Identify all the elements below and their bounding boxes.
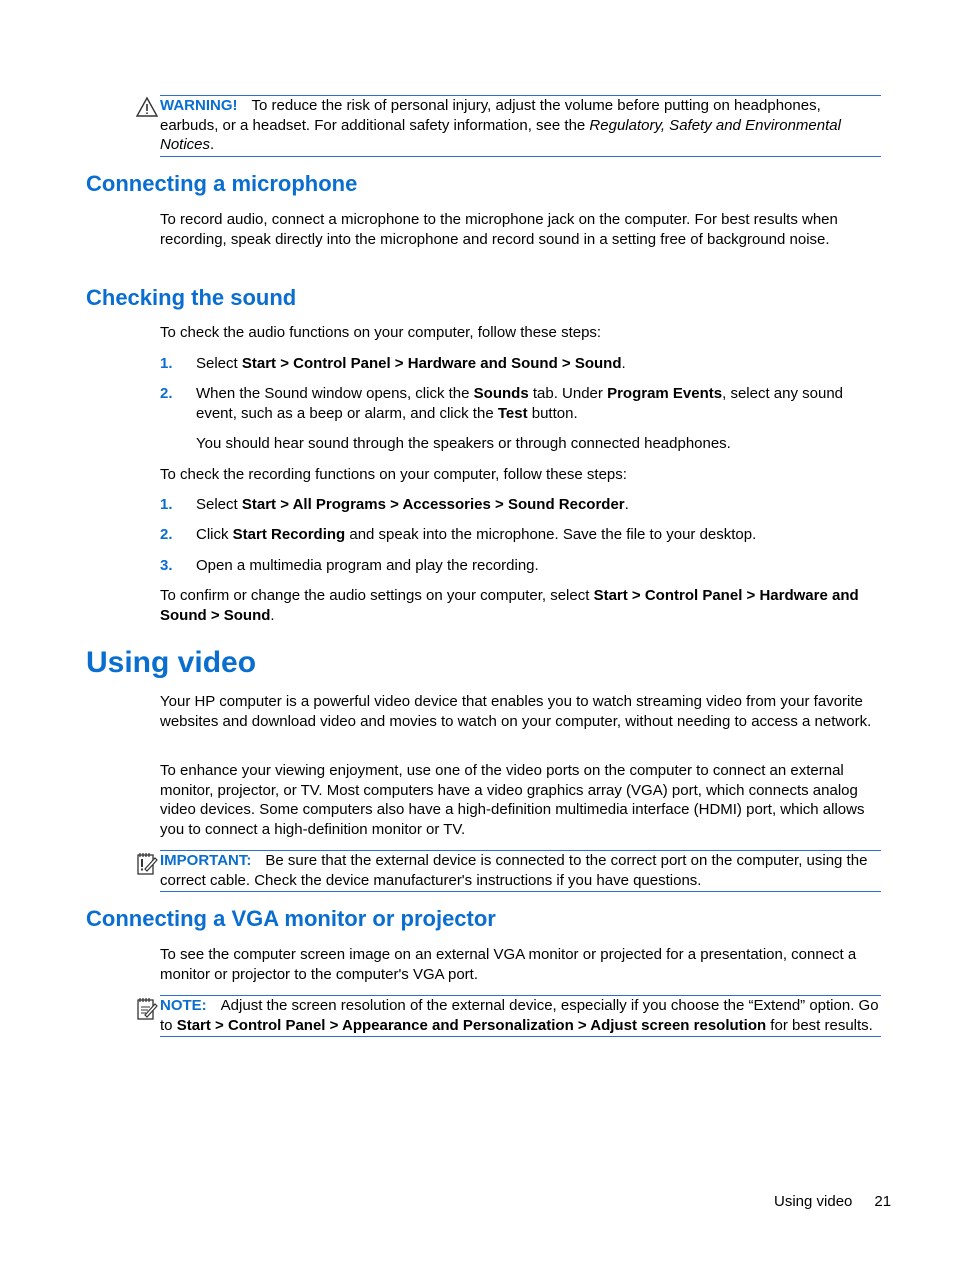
list-item — [196, 354, 882, 374]
heading-connecting-vga: Connecting a VGA monitor or projector — [86, 906, 496, 931]
sound-confirm-paragraph — [160, 586, 882, 625]
menu-path: Start > All Programs > Accessories > Sound Recorder — [241, 496, 625, 513]
note-icon — [136, 997, 158, 1021]
menu-path: Start > Control Panel > Hardware and Sound > Sound — [160, 587, 859, 624]
list-number: 3. — [160, 557, 173, 574]
note-notice — [160, 995, 881, 1037]
warning-label: WARNING! — [160, 97, 238, 114]
ui-term: Sounds — [473, 385, 529, 402]
step-text-end: button. — [527, 404, 578, 422]
important-notice — [160, 850, 881, 892]
step-text: Select — [196, 496, 242, 513]
heading-using-video: Using video — [86, 646, 257, 679]
page-footer — [774, 1192, 891, 1212]
confirm-text-end: . — [270, 606, 275, 624]
page-number: 21 — [874, 1193, 892, 1210]
step-text: Select — [196, 355, 242, 372]
warning-notice — [160, 95, 881, 157]
list-item: Open a multimedia program and play the recording. — [196, 557, 539, 574]
footer-section-title: Using video — [774, 1193, 853, 1210]
note-text-end: for best results. — [766, 1016, 873, 1034]
step-text: , select any sound event, such as a beep or alarm, and click the — [196, 385, 844, 422]
warning-text-end: . — [210, 136, 215, 153]
warning-text: To reduce the risk of personal injury, adjust the volume before putting on headphones, earbuds, or a headset. For additional safety information, see the — [160, 97, 821, 134]
sound-intro-recording: To check the recording functions on your computer, follow these steps: — [160, 466, 627, 483]
list-number: 2. — [160, 385, 173, 402]
mic-paragraph: To record audio, connect a microphone to the microphone jack on the computer. For best results when recording, speak directly into the microphone and record sound in a setting free of background noise. — [160, 211, 838, 248]
menu-path: Start > Control Panel > Appearance and Personalization > Adjust screen resolution — [176, 1016, 767, 1034]
warning-icon — [136, 96, 158, 120]
vga-paragraph: To see the computer screen image on an external VGA monitor or projected for a presentation, connect a monitor or projector to the computer's VGA port. — [160, 946, 857, 983]
step-text-end: . — [621, 355, 626, 372]
important-text: Be sure that the external device is connected to the correct port on the computer, using the correct cable. Check the device manufacturer's instructions if you have questions. — [160, 852, 868, 889]
list-item — [196, 384, 882, 423]
note-label: NOTE: — [160, 997, 207, 1014]
step-text: Click — [196, 526, 233, 543]
menu-path: Start > Control Panel > Hardware and Sound > Sound — [241, 355, 622, 372]
video-paragraph-1: Your HP computer is a powerful video device that enables you to watch streaming video from your favorite websites and download video and movies to watch on your computer, without needing to access a network. — [160, 693, 872, 730]
step-note: You should hear sound through the speakers or through connected headphones. — [196, 435, 731, 452]
ui-term: Test — [497, 404, 528, 422]
step-text: tab. Under — [528, 385, 608, 402]
confirm-text: To confirm or change the audio settings on your computer, select — [160, 587, 594, 604]
list-number: 1. — [160, 496, 173, 513]
step-text: When the Sound window opens, click the — [196, 385, 474, 402]
note-text: Adjust the screen resolution of the external device, especially if you choose the “Extend” option. Go to — [160, 997, 879, 1034]
heading-checking-sound: Checking the sound — [86, 285, 297, 310]
important-label: IMPORTANT: — [160, 852, 252, 869]
ui-term: Start Recording — [232, 526, 346, 543]
sound-intro-audio: To check the audio functions on your computer, follow these steps: — [160, 324, 602, 341]
list-number: 2. — [160, 526, 173, 543]
warning-reference: Regulatory, Safety and Environmental Notices — [160, 116, 841, 153]
list-number: 1. — [160, 355, 173, 372]
video-paragraph-2: To enhance your viewing enjoyment, use one of the video ports on the computer to connect an external monitor, projector, or TV. Most computers have a video graphics array (VGA) port, which connects analog video devices. Some computers also have a high-definition multimedia interface (HDMI) port, which allows you to connect a high-definition monitor or TV. — [160, 762, 865, 838]
step-text-end: . — [624, 496, 629, 513]
list-item — [196, 495, 882, 515]
heading-connecting-microphone: Connecting a microphone — [86, 171, 358, 196]
important-icon — [136, 852, 158, 876]
step-text-end: and speak into the microphone. Save the file to your desktop. — [345, 526, 757, 543]
ui-term: Program Events — [607, 385, 723, 402]
list-item — [196, 525, 882, 545]
